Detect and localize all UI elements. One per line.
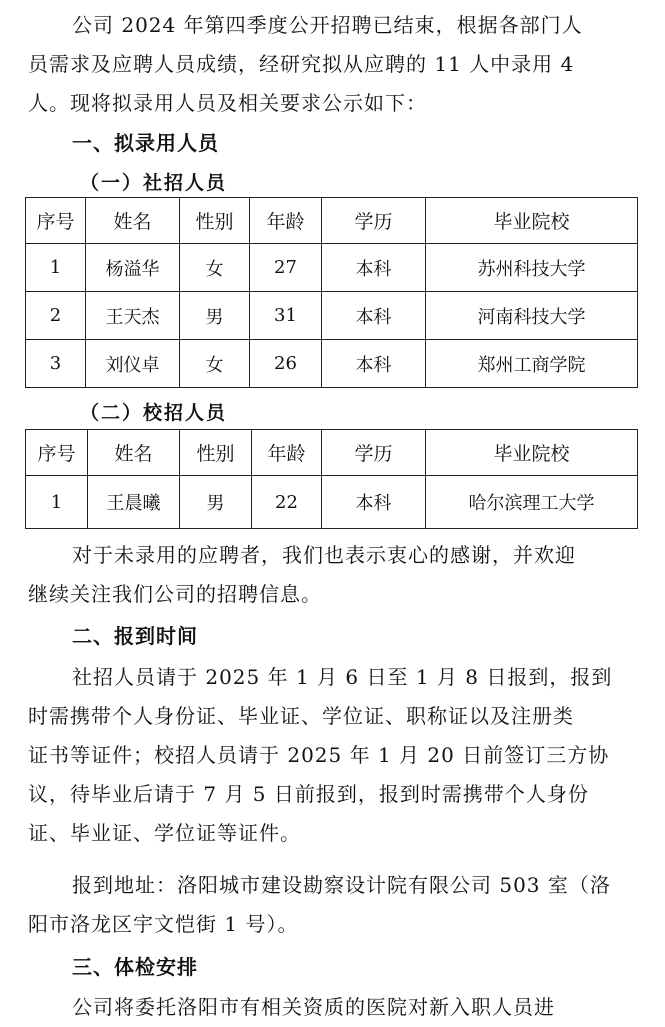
table-row (26, 340, 638, 388)
section-2-heading: 二、报到时间 (72, 624, 198, 648)
intro-line-3: 人。现将拟录用人员及相关要求公示如下： (28, 91, 427, 115)
header-no: 序号 (26, 198, 86, 244)
cell-name: 杨溢华 (86, 244, 180, 292)
cell-no: 3 (26, 340, 86, 388)
report-time-paragraph (28, 658, 636, 853)
header-education: 学历 (322, 198, 426, 244)
intro-line-1: 公司 2024 年第四季度公开招聘已结束，根据各部门人 (72, 13, 583, 37)
cell-age: 31 (250, 292, 322, 340)
thanks-line-1: 对于未录用的应聘者，我们也表示衷心的感谢，并欢迎 (72, 543, 576, 567)
section-3-heading: 三、体检安排 (72, 955, 198, 979)
header-school: 毕业院校 (426, 198, 638, 244)
header-gender: 性别 (180, 430, 252, 476)
campus-recruit-table (25, 429, 638, 529)
intro-line-2: 员需求及应聘人员成绩，经研究拟从应聘的 11 人中录用 4 (28, 52, 575, 76)
cell-no: 2 (26, 292, 86, 340)
thanks-paragraph (28, 536, 636, 614)
medical-paragraph (28, 988, 636, 1027)
address-line-1: 报到地址：洛阳城市建设勘察设计院有限公司 503 室（洛 (72, 873, 611, 897)
campus-recruit-heading: （二）校招人员 (80, 402, 228, 424)
header-name: 姓名 (86, 198, 180, 244)
cell-gender: 女 (180, 340, 250, 388)
cell-education: 本科 (322, 340, 426, 388)
header-education: 学历 (322, 430, 426, 476)
cell-name: 王天杰 (86, 292, 180, 340)
social-recruit-heading: （一）社招人员 (80, 172, 228, 194)
cell-no: 1 (26, 244, 86, 292)
header-age: 年龄 (252, 430, 322, 476)
header-gender: 性别 (180, 198, 250, 244)
section-1-heading: 一、拟录用人员 (72, 131, 219, 155)
report-line-1: 社招人员请于 2025 年 1 月 6 日至 1 月 8 日报到，报到 (72, 665, 613, 689)
cell-school: 哈尔滨理工大学 (426, 476, 638, 529)
report-line-4: 议，待毕业后请于 7 月 5 日前报到，报到时需携带个人身份 (28, 782, 589, 806)
report-line-2: 时需携带个人身份证、毕业证、学位证、职称证以及注册类 (28, 704, 574, 728)
table-row (26, 476, 638, 529)
cell-age: 26 (250, 340, 322, 388)
thanks-line-2: 继续关注我们公司的招聘信息。 (28, 582, 322, 606)
address-line-2: 阳市洛龙区宇文恺街 1 号）。 (28, 912, 299, 936)
cell-name: 刘仪卓 (86, 340, 180, 388)
cell-education: 本科 (322, 476, 426, 529)
header-no: 序号 (26, 430, 88, 476)
cell-name: 王晨曦 (88, 476, 180, 529)
table-row (26, 292, 638, 340)
table-row (26, 244, 638, 292)
cell-age: 27 (250, 244, 322, 292)
cell-gender: 男 (180, 292, 250, 340)
report-line-5: 证、毕业证、学位证等证件。 (28, 821, 301, 845)
intro-paragraph (28, 6, 636, 123)
address-paragraph (28, 866, 636, 944)
header-name: 姓名 (88, 430, 180, 476)
cell-education: 本科 (322, 244, 426, 292)
cell-gender: 男 (180, 476, 252, 529)
header-school: 毕业院校 (426, 430, 638, 476)
cell-gender: 女 (180, 244, 250, 292)
cell-school: 苏州科技大学 (426, 244, 638, 292)
medical-line-1: 公司将委托洛阳市有相关资质的医院对新入职人员进 (72, 995, 555, 1019)
cell-age: 22 (252, 476, 322, 529)
social-recruit-table (25, 197, 638, 388)
header-age: 年龄 (250, 198, 322, 244)
table-header-row (26, 198, 638, 244)
cell-education: 本科 (322, 292, 426, 340)
table-header-row (26, 430, 638, 476)
cell-school: 郑州工商学院 (426, 340, 638, 388)
cell-school: 河南科技大学 (426, 292, 638, 340)
cell-no: 1 (26, 476, 88, 529)
report-line-3: 证书等证件；校招人员请于 2025 年 1 月 20 日前签订三方协 (28, 743, 610, 767)
